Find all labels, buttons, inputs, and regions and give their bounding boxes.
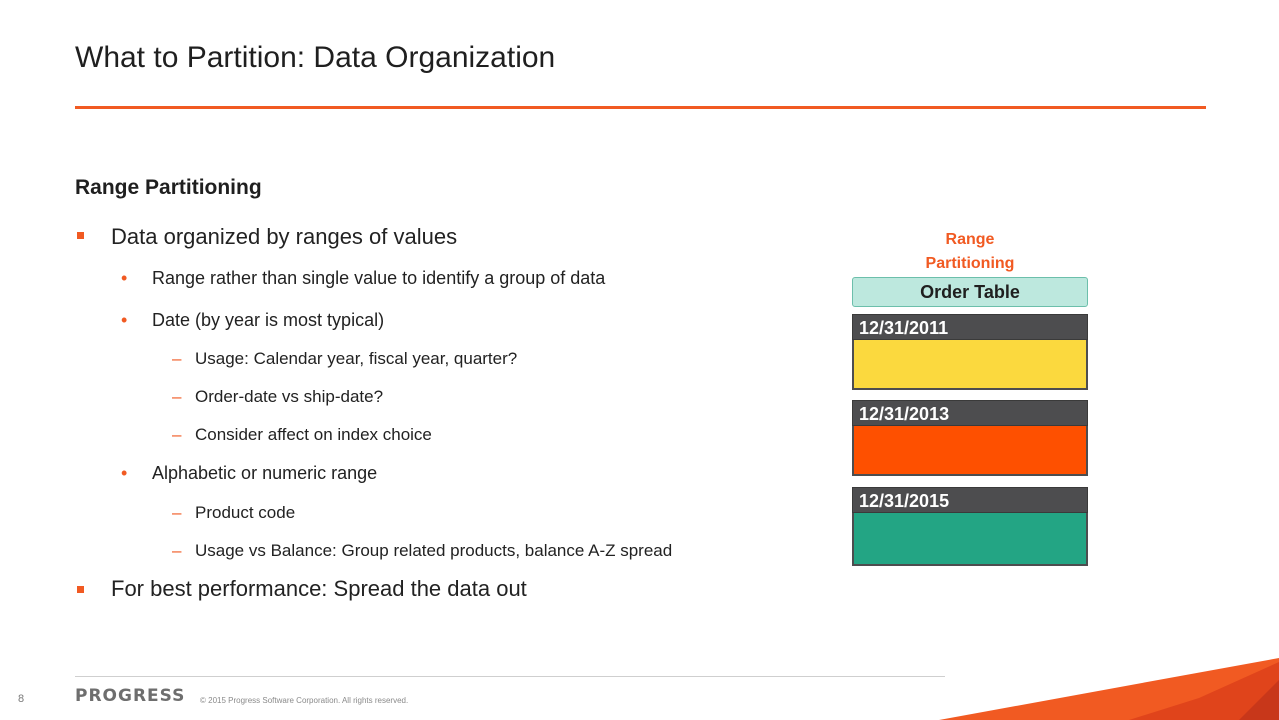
dash-bullet-icon: – [172, 349, 182, 368]
partition-block [852, 487, 1088, 566]
footer-divider [75, 676, 945, 677]
partition-header: 12/31/2011 [852, 314, 1088, 340]
diagram-title-line2: Partitioning [925, 255, 1015, 272]
content-heading: Range Partitioning [75, 176, 262, 199]
bullet-level3: Order-date vs ship-date? [195, 387, 384, 406]
bullet-level2: Date (by year is most typical) [152, 310, 385, 330]
partition-header: 12/31/2015 [852, 487, 1088, 513]
partition-block [852, 400, 1088, 476]
partition-body [852, 340, 1088, 390]
bullet-level3: Product code [195, 503, 296, 522]
dash-bullet-icon: – [172, 425, 182, 444]
bullet-level2: Range rather than single value to identify a group of data [152, 268, 606, 288]
dot-bullet-icon: • [121, 268, 128, 288]
title-underline [75, 106, 1206, 109]
square-bullet-icon [77, 586, 84, 593]
diagram-title-line1: Range [945, 231, 995, 248]
order-table-label: Order Table [852, 277, 1088, 307]
corner-decoration [939, 650, 1279, 720]
dash-bullet-icon: – [172, 387, 182, 406]
slide-title: What to Partition: Data Organization [75, 41, 556, 74]
dot-bullet-icon: • [121, 463, 128, 483]
diagram-title [852, 228, 1088, 276]
bullet-level3: Usage: Calendar year, fiscal year, quarter? [195, 349, 518, 368]
bullet-level3: Consider affect on index choice [195, 425, 432, 444]
bullet-level1: Data organized by ranges of values [111, 224, 458, 249]
dash-bullet-icon: – [172, 503, 182, 522]
bullet-level1: For best performance: Spread the data out [111, 576, 527, 601]
progress-logo: PROGRESS [75, 686, 186, 706]
dash-bullet-icon: – [172, 541, 182, 560]
page-number: 8 [18, 693, 25, 705]
bullet-level2: Alphabetic or numeric range [152, 463, 378, 483]
partition-header: 12/31/2013 [852, 400, 1088, 426]
partition-body [852, 426, 1088, 476]
square-bullet-icon [77, 232, 84, 239]
dot-bullet-icon: • [121, 310, 128, 330]
partition-block [852, 314, 1088, 390]
copyright-text: © 2015 Progress Software Corporation. All rights reserved. [200, 696, 409, 705]
partition-body [852, 513, 1088, 566]
bullet-level3: Usage vs Balance: Group related products, balance A-Z spread [195, 541, 673, 560]
